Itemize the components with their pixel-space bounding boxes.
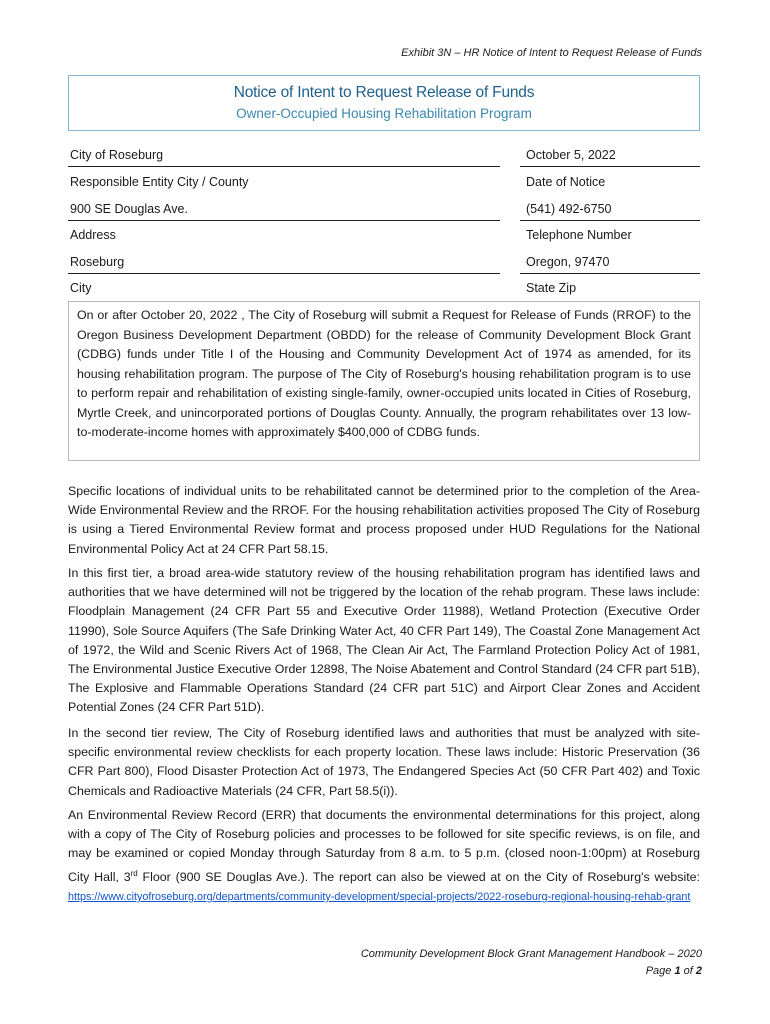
address-label: Address — [70, 228, 116, 242]
notice-title: Notice of Intent to Request Release of Funds — [233, 84, 535, 101]
address-underline — [68, 220, 500, 221]
exhibit-header: Exhibit 3N – HR Notice of Intent to Request Release of Funds — [401, 47, 702, 59]
page-footer — [361, 946, 702, 980]
floor-superscript: rd — [130, 868, 138, 878]
address-value: 900 SE Douglas Ave. — [70, 202, 188, 216]
phone-label: Telephone Number — [526, 228, 632, 242]
rrof-summary-box: On or after October 20, 2022 , The City of Roseburg will submit a Request for Release of Funds (RROF) to the Oregon Business Development Department (OBDD) for the release of Community Development Block Grant (CDBG) funds under Title I of the Housing and Community Development Act of 1974 as amended, for its housing rehabilitation program. The purpose of The City of Roseburg's housing rehabilitation program is to use to perform repair and rehabilitation of existing single-family, owner-occupied units located in Cities of Roseburg, Myrtle Creek, and unincorporated portions of Douglas County. Annually, the program rehabilitates over 13 low- to-moderate-income homes with approximately $400,000 of CDBG funds. — [68, 301, 700, 461]
city-label: City — [70, 281, 92, 295]
page-number — [361, 963, 702, 980]
entity-value: City of Roseburg — [70, 148, 164, 162]
date-label: Date of Notice — [526, 175, 606, 189]
paragraph-first-tier: In this first tier, a broad area-wide statutory review of the housing rehabilitation program has identified laws and authorities that we have determined will not be triggered by the location of the rehab program. These laws include: Floodplain Management (24 CFR Part 55 and Executive Order 11988), Wetland Protection (Executive Order 11990), Sole Source Aquifers (The Safe Drinking Water Act, 40 CFR Part 149), The Coastal Zone Management Act of 1972, the Wild and Scenic Rivers Act of 1968, The Clean Air Act, The Farmland Protection Policy Act of 1981, The Environmental Justice Executive Order 12898, The Noise Abatement and Control Standard (24 CFR part 51B), The Explosive and Flammable Operations Standard (24 CFR part 51C) and Airport Clear Zones and Accident Potential Zones (24 CFR Part 51D). — [68, 566, 700, 715]
entity-label: Responsible Entity City / County — [70, 175, 249, 189]
date-underline — [520, 166, 700, 167]
handbook-title: Community Development Block Grant Management Handbook – 2020 — [360, 948, 702, 960]
title-box — [68, 75, 700, 131]
city-underline — [68, 273, 500, 274]
paragraph-locations: Specific locations of individual units to be rehabilitated cannot be determined prior to the completion of the Area-Wide Environmental Review and the RROF. For the housing rehabilitation activities proposed The City of Roseburg is using a Tiered Environmental Review format and process proposed under HUD Regulations for the National Environmental Policy Act at 24 CFR Part 58.15. — [68, 484, 700, 556]
paragraph-second-tier: In the second tier review, The City of Roseburg identified laws and authorities that must be analyzed with site-specific environmental review checklists for each property location. These laws include: Historic Preservation (36 CFR Part 800), Flood Disaster Protection Act of 1973, The Endangered Species Act (50 CFR Part 402) and Toxic Chemicals and Radioactive Materials (24 CFR, Part 58.5(i)). — [68, 726, 700, 798]
roseburg-website-link[interactable]: https://www.cityofroseburg.org/departments/community-development/special-projects/2022-roseburg-regional-housing-rehab-grant — [68, 890, 691, 903]
paragraph-err — [68, 806, 700, 907]
err-text-b: Floor (900 SE Douglas Ave.). The report can also be viewed at on the City of Roseburg's website: — [137, 869, 700, 884]
statezip-label: State Zip — [526, 281, 577, 295]
statezip-value: Oregon, 97470 — [526, 255, 610, 269]
entity-underline — [68, 166, 500, 167]
phone-value: (541) 492-6750 — [526, 202, 612, 216]
date-value: October 5, 2022 — [526, 148, 616, 162]
page-prefix: Page — [645, 965, 675, 977]
page-current: 1 — [674, 965, 681, 977]
statezip-underline — [520, 273, 700, 274]
page-total: 2 — [695, 965, 702, 977]
phone-underline — [520, 220, 700, 221]
city-value: Roseburg — [70, 255, 125, 269]
program-subtitle: Owner-Occupied Housing Rehabilitation Program — [236, 106, 532, 121]
page-of: of — [680, 965, 696, 977]
err-text-a: An Environmental Review Record (ERR) that documents the environmental determinations for this project, along with a copy of The City of Roseburg policies and processes to be followed for site specific reviews, is on file, and may be examined or copied Monday through Saturday from 8 a.m. to 5 p.m. (closed noon-1:00pm) at Roseburg City Hall, 3 — [68, 808, 700, 884]
